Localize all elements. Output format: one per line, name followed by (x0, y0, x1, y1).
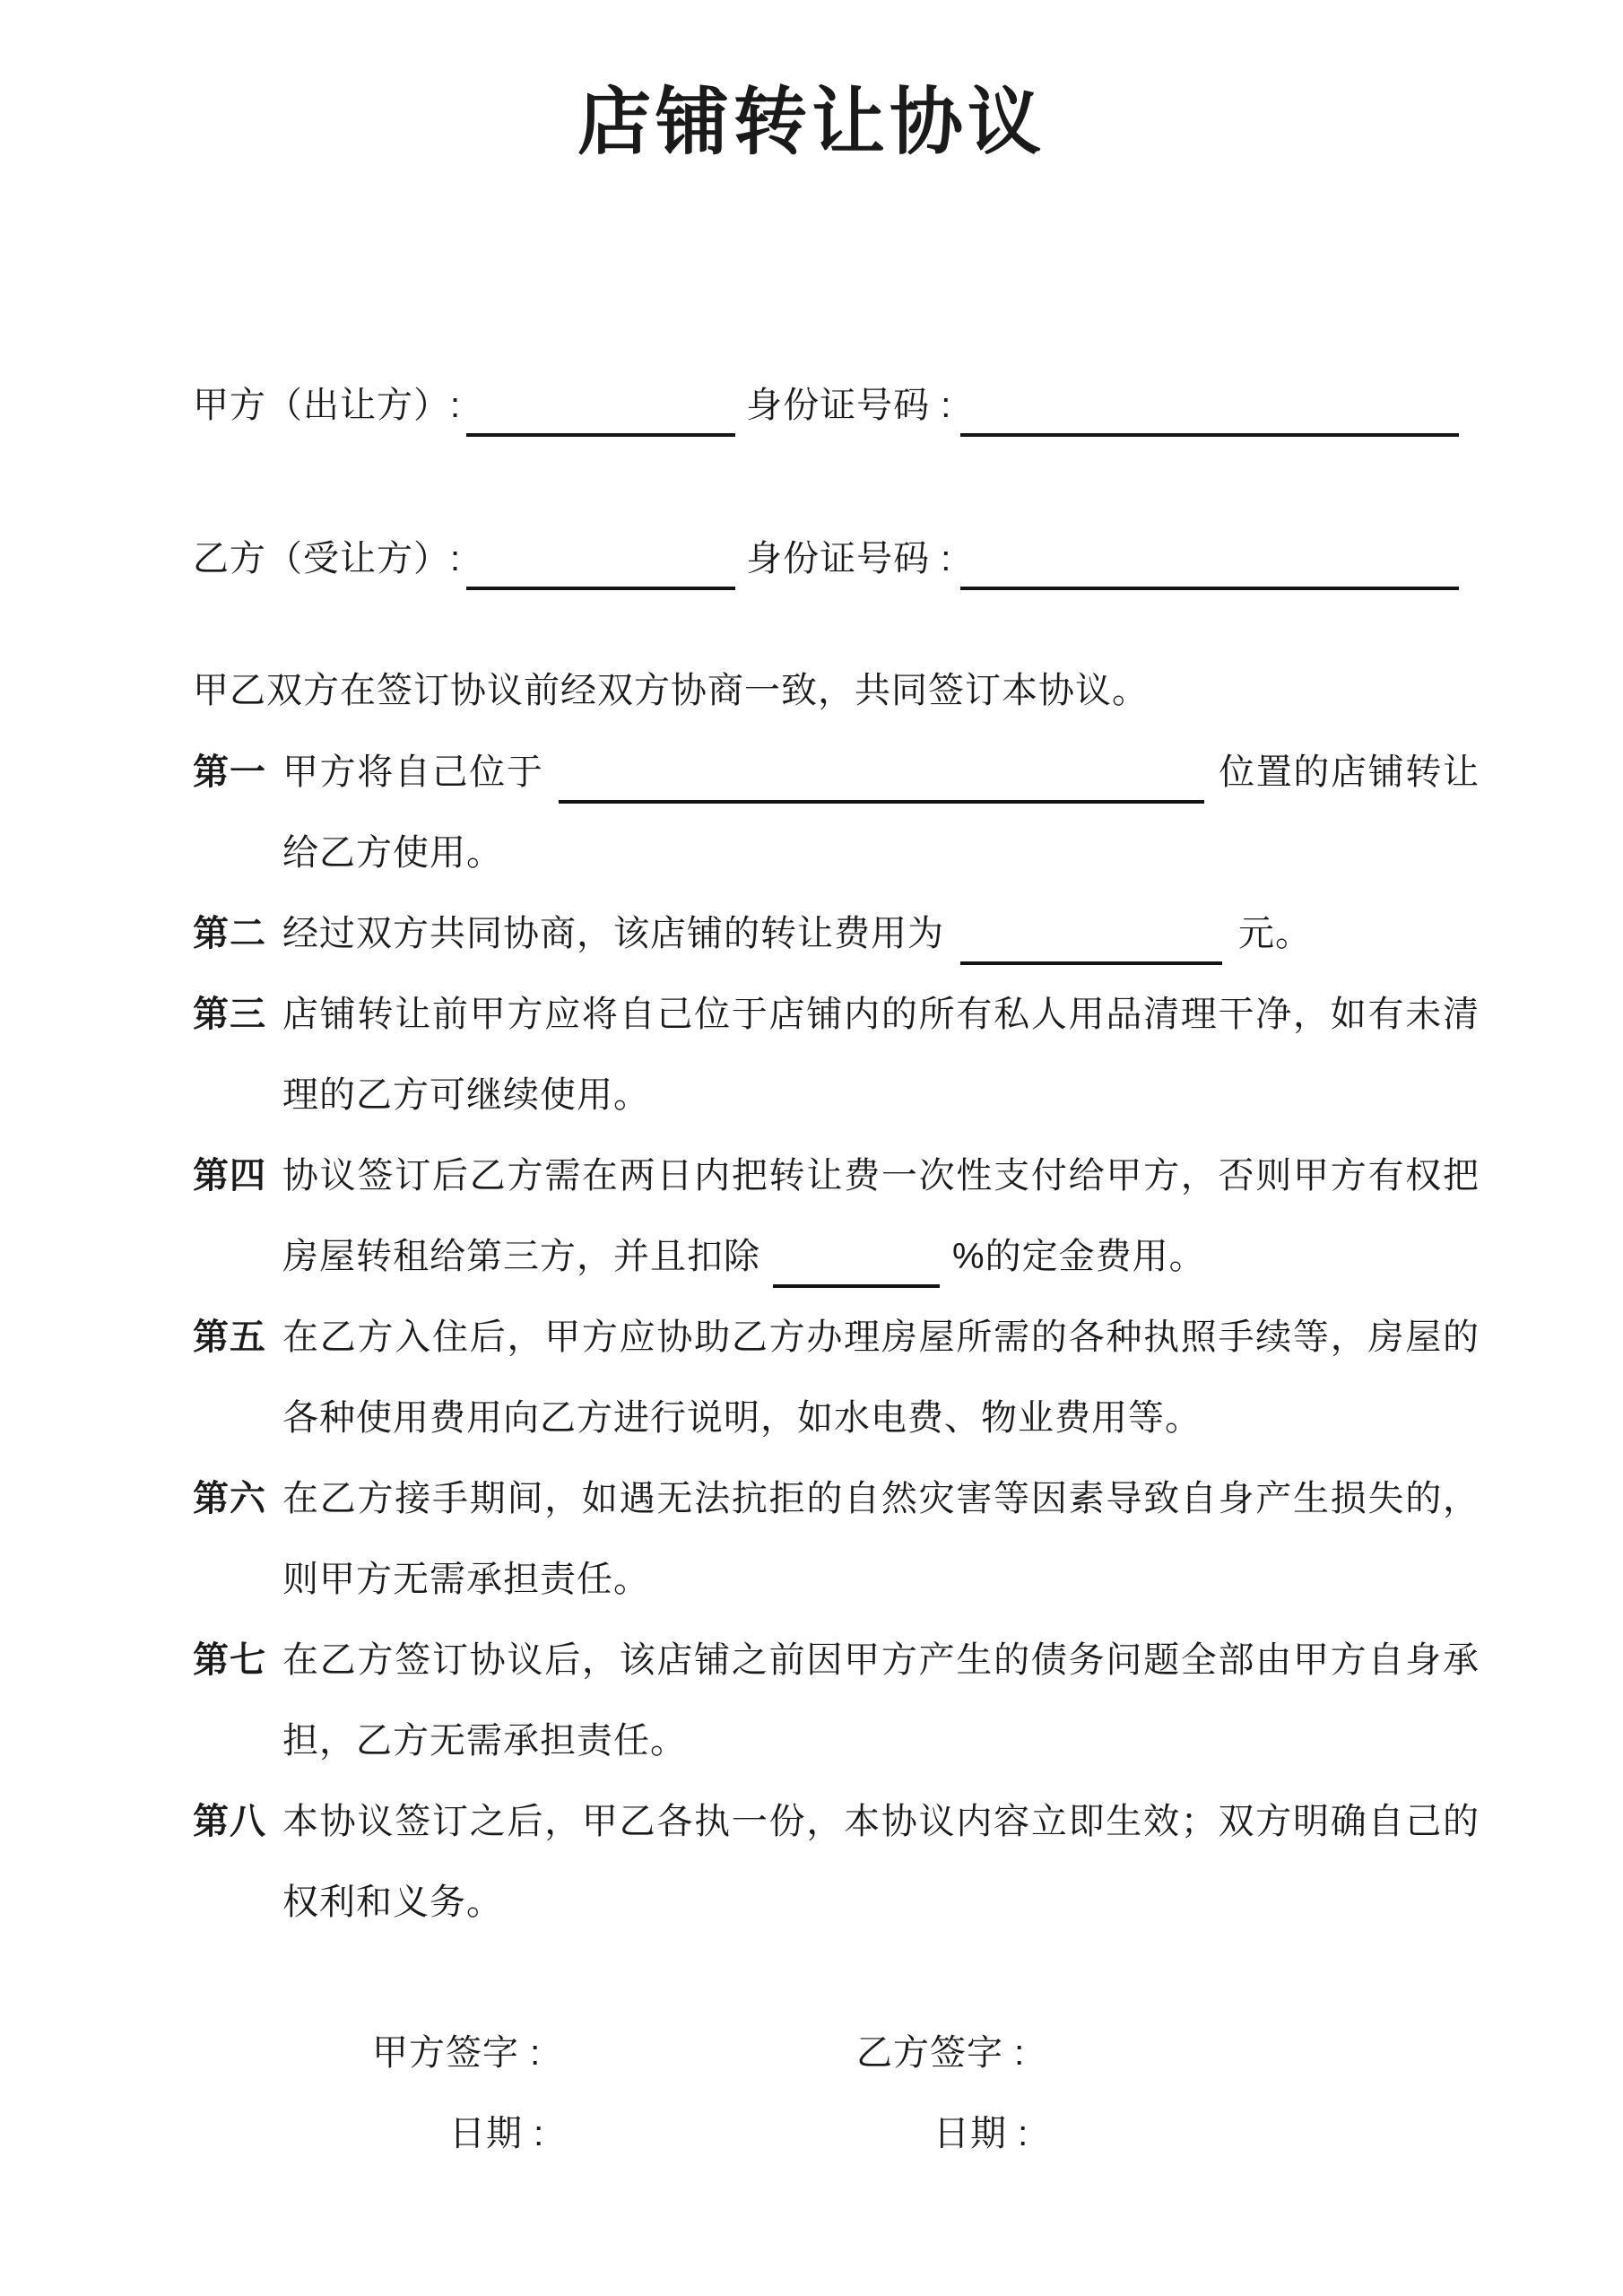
party-b-name-blank[interactable] (466, 544, 735, 590)
party-b-date-label: 日期 : (933, 2114, 1029, 2154)
clause-7-number: 第七 (193, 1640, 266, 1681)
clause-6-text: 在乙方接手期间，如遇无法抗拒的自然灾害等因素导致自身产生损失的，则甲方无需承担责任。 (282, 1479, 1480, 1600)
clause-1-number: 第一 (193, 752, 266, 793)
clause-3-number: 第三 (193, 995, 266, 1035)
party-a-id-label: 身份证号码 : (746, 386, 952, 426)
party-a-role-label: 甲方（出让方）: (193, 386, 462, 426)
clause-4-number: 第四 (193, 1156, 266, 1196)
party-b-signature-column (856, 2013, 1341, 2174)
clause-4-text-after: %的定金费用。 (952, 1237, 1206, 1277)
party-a-name-blank[interactable] (466, 390, 735, 437)
clause-3 (193, 974, 1480, 1135)
clause-8-text: 本协议签订之后，甲乙各执一份，本协议内容立即生效；双方明确自己的权利和义务。 (282, 1802, 1480, 1923)
transfer-fee-blank[interactable] (960, 918, 1222, 965)
signature-section (193, 2013, 1480, 2174)
clause-5-text: 在乙方入住后，甲方应协助乙方办理房屋所需的各种执照手续等，房屋的各种使用费用向乙方进行说明，如水电费、物业费用等。 (282, 1318, 1480, 1439)
party-a-date-label: 日期 : (449, 2114, 545, 2154)
clause-1-text-before: 甲方将自己位于 (282, 752, 544, 793)
party-b-id-label: 身份证号码 : (746, 539, 952, 579)
clause-2 (193, 893, 1480, 974)
clause-1-text-after: 位置的店铺转让给乙方使用。 (282, 752, 1480, 874)
clause-3-text: 店铺转让前甲方应将自己位于店铺内的所有私人用品清理干净，如有未清理的乙方可继续使用。 (282, 995, 1480, 1116)
clause-1 (193, 732, 1480, 893)
clause-8-number: 第八 (193, 1802, 266, 1842)
party-a-row (193, 387, 1480, 437)
party-a-id-blank[interactable] (960, 390, 1459, 437)
clause-4-text-before: 协议签订后乙方需在两日内把转让费一次性支付给甲方，否则甲方有权把房屋转租给第三方，并且扣除 (282, 1156, 1480, 1277)
clause-6 (193, 1458, 1480, 1620)
party-b-signature-label: 乙方签字 : (856, 2033, 1026, 2074)
clause-7-text: 在乙方签订协议后，该店铺之前因甲方产生的债务问题全部由甲方自身承担，乙方无需承担责任。 (282, 1640, 1480, 1761)
clause-4 (193, 1135, 1480, 1297)
clause-2-text-before: 经过双方共同协商，该店铺的转让费用为 (282, 914, 944, 954)
party-b-role-label: 乙方（受让方）: (193, 539, 462, 579)
intro-paragraph: 甲乙双方在签订协议前经双方协商一致，共同签订本协议。 (193, 671, 1149, 711)
document-title: 店铺转让协议 (577, 82, 1046, 163)
party-b-id-blank[interactable] (960, 544, 1459, 590)
clause-7 (193, 1620, 1480, 1781)
clause-6-number: 第六 (193, 1479, 266, 1519)
clause-5 (193, 1297, 1480, 1458)
clause-8 (193, 1781, 1480, 1943)
party-a-signature-label: 甲方签字 : (372, 2033, 542, 2074)
clauses-section (193, 732, 1480, 1943)
party-a-signature-column (372, 2013, 856, 2174)
shop-location-blank[interactable] (559, 757, 1204, 804)
clause-2-number: 第二 (193, 914, 266, 954)
parties-section (193, 387, 1480, 590)
clause-5-number: 第五 (193, 1318, 266, 1358)
party-b-row (193, 541, 1480, 590)
deposit-percent-blank[interactable] (773, 1241, 940, 1288)
clause-2-text-after: 元。 (1238, 914, 1312, 954)
